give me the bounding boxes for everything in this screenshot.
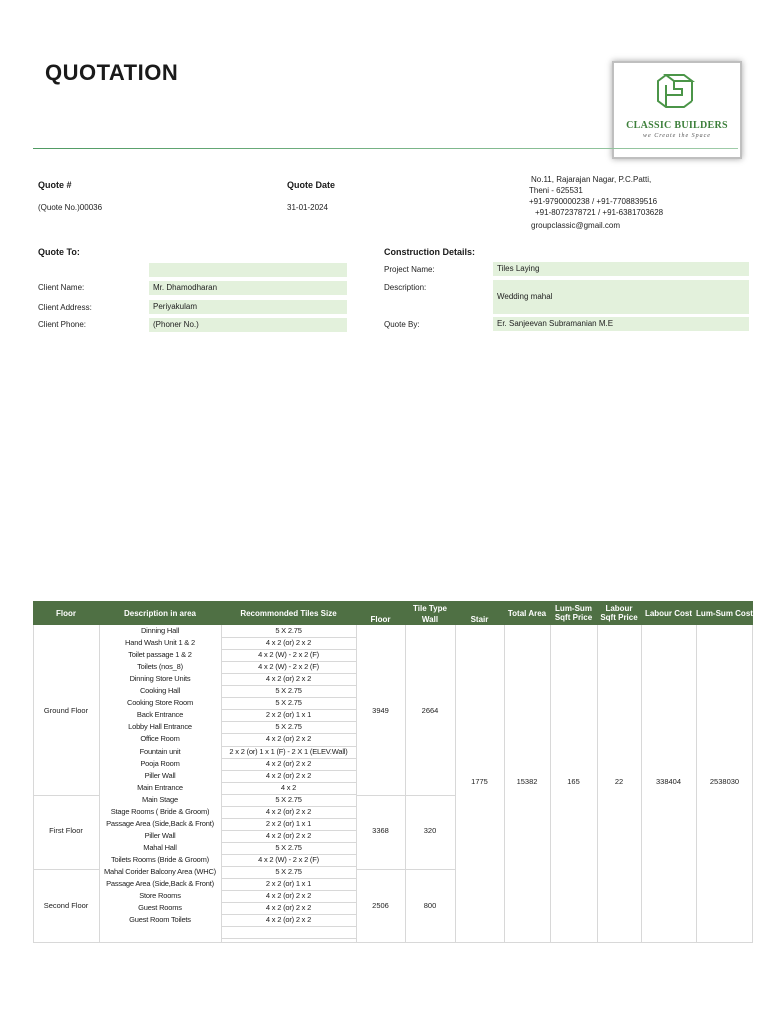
address-line-2: Theni - 625531	[529, 186, 583, 195]
tile-size-row-border	[221, 926, 356, 927]
table-body	[33, 625, 753, 943]
table-row-tile-size: 4 x 2 (W) - 2 x 2 (F)	[258, 662, 319, 672]
project-name-field: Tiles Laying	[493, 262, 749, 276]
table-row-tile-size: 4 x 2 (or) 2 x 2	[265, 638, 312, 648]
table-row-tile-size: 5 X 2.75	[275, 842, 302, 852]
header-description: Description in area	[123, 608, 197, 618]
table-row-area: Guest Rooms	[138, 903, 182, 913]
table-row-tile-size: 5 X 2.75	[275, 867, 302, 876]
table-row-tile-size: 4 x 2 (or) 2 x 2	[265, 830, 312, 840]
table-row-tile-size: 5 X 2.75	[275, 686, 302, 696]
table-row-tile-size: 4 x 2 (W) - 2 x 2 (F)	[258, 854, 319, 864]
company-logo	[612, 61, 742, 159]
tile-size-row-border	[221, 938, 356, 939]
company-email[interactable]: groupclassic@gmail.com	[531, 221, 621, 230]
table-bottom-border	[33, 942, 753, 943]
table-row-area: Main Entrance	[137, 782, 183, 792]
floor-divider	[356, 795, 455, 796]
table-row-area: Mahal Corider Balcony Area (WHC)	[104, 867, 216, 876]
second-floor-tile-floor: 2506	[372, 901, 389, 910]
total-area-value: 15382	[516, 777, 538, 786]
table-row-tile-size: 2 x 2 (or) 1 x 1	[265, 879, 312, 889]
floor-divider	[33, 795, 99, 796]
table-row-area: Passage Area (Side,Back & Front)	[106, 879, 214, 889]
quote-number-value: (Quote No.)00036	[38, 203, 103, 212]
table-row-tile-size: 5 X 2.75	[275, 698, 302, 708]
table-row-area: Cooking Store Room	[126, 698, 194, 708]
table-row-area: Back Entrance	[136, 710, 184, 720]
table-row-area: Toilet passage 1 & 2	[128, 650, 192, 660]
stair-value: 1775	[471, 777, 488, 786]
quote-number-label: Quote #	[38, 180, 72, 190]
client-address-label: Client Address:	[38, 303, 92, 312]
address-line-1: No.11, Rajarajan Nagar, P.C.Patti,	[531, 175, 652, 184]
table-row-area: Cooking Hall	[139, 686, 181, 696]
col-border	[356, 625, 357, 943]
col-border	[33, 625, 34, 943]
classic-builders-logo-icon	[652, 69, 698, 115]
header-divider	[33, 148, 738, 149]
header-floor: Floor	[56, 608, 76, 618]
phone-line-1: +91-9790000238 / +91-7708839516	[529, 197, 658, 206]
labour-cost-value: 338404	[655, 777, 682, 786]
phone-line-2: +91-8072378721 / +91-6381703628	[535, 208, 664, 217]
table-row-tile-size: 2 x 2 (or) 1 x 1	[265, 710, 312, 720]
first-floor-tile-floor: 3368	[372, 826, 389, 835]
table-row-area: Lobby Hall Entrance	[128, 722, 192, 732]
table-row-tile-size: 4 x 2 (or) 2 x 2	[265, 758, 312, 768]
table-row-tile-size: 2 x 2 (or) 1 x 1	[265, 818, 312, 828]
table-row-tile-size: 4 x 2 (or) 2 x 2	[265, 734, 312, 744]
floor-divider	[356, 869, 455, 870]
table-row-area: Piller Wall	[144, 830, 176, 840]
project-name-label: Project Name:	[384, 265, 435, 274]
table-row-area: Store Rooms	[139, 891, 181, 901]
floor-label-first: First Floor	[49, 826, 83, 835]
logo-company-name: CLASSIC BUILDERS	[626, 120, 728, 131]
client-phone-label: Client Phone:	[38, 320, 87, 329]
header-tile-type: Tile Type	[413, 603, 447, 613]
table-row-tile-size: 4 x 2 (or) 2 x 2	[265, 806, 312, 816]
table-row-area: Dinning Store Units	[129, 674, 191, 684]
table-row-area: Office Room	[140, 734, 180, 744]
table-row-area: Stage Rooms ( Bride & Groom)	[110, 806, 210, 816]
table-row-tile-size: 4 x 2 (or) 2 x 2	[265, 770, 312, 780]
header-tile-type-wall: Wall	[421, 614, 439, 624]
header-tile-type-floor: Floor	[370, 614, 391, 624]
ground-floor-tile-wall: 2664	[421, 706, 439, 715]
client-name-field: Mr. Dhamodharan	[149, 281, 347, 295]
second-floor-tile-wall: 800	[423, 901, 437, 910]
table-row-area: Main Stage	[142, 794, 178, 804]
table-row-tile-size: 2 x 2 (or) 1 x 1 (F) - 2 X 1 (ELEV.Wall)	[229, 746, 348, 756]
col-border	[405, 625, 406, 943]
table-row-tile-size: 5 X 2.75	[275, 794, 302, 804]
table-row-area: Fountain unit	[139, 746, 181, 756]
table-row-area: Toilets Rooms (Bride & Groom)	[111, 854, 209, 864]
description-field: Wedding mahal	[493, 280, 749, 314]
first-floor-tile-wall: 320	[423, 826, 437, 835]
table-row-tile-size: 4 x 2 (or) 2 x 2	[265, 915, 312, 925]
header-labour-sqft: Labour Sqft Price	[600, 604, 638, 622]
table-row-tile-size: 4 x 2 (or) 2 x 2	[265, 903, 312, 913]
table-row-area: Hand Wash Unit 1 & 2	[125, 638, 195, 648]
table-row-tile-size: 5 X 2.75	[275, 626, 302, 635]
quote-by-field: Er. Sanjeevan Subramanian M.E	[493, 317, 749, 331]
lumsum-cost-value: 2538030	[709, 777, 740, 786]
client-phone-field: (Phoner No.)	[149, 318, 347, 332]
table-row-area: Dinning Hall	[140, 626, 180, 635]
table-row-tile-size: 4 x 2 (or) 2 x 2	[265, 891, 312, 901]
floor-label-second: Second Floor	[43, 901, 89, 910]
header-lumsum-sqft: Lum-Sum Sqft Price	[554, 604, 593, 622]
table-row-area: Pooja Room	[140, 758, 180, 768]
ground-floor-tile-floor: 3949	[372, 706, 389, 715]
table-row-area: Toilets (nos_8)	[137, 662, 183, 672]
logo-tagline: we Create the Space	[643, 133, 711, 139]
quote-by-label: Quote By:	[384, 320, 420, 329]
header-stair: Stair	[470, 614, 489, 624]
floor-label-ground: Ground Floor	[43, 706, 89, 715]
quotation-table	[33, 601, 753, 943]
table-row-area: Mahal Hall	[143, 842, 177, 852]
header-labour-cost: Labour Cost	[644, 608, 693, 618]
floor-divider	[33, 869, 99, 870]
table-row-area: Guest Room Toilets	[129, 915, 191, 925]
quote-date-value: 31-01-2024	[287, 203, 328, 212]
table-row-area: Passage Area (Side,Back & Front)	[106, 818, 214, 828]
table-row-tile-size: 4 x 2 (W) - 2 x 2 (F)	[258, 650, 319, 660]
quote-to-blank-field	[149, 263, 347, 277]
labour-sqft-value: 22	[614, 777, 624, 786]
quote-date-label: Quote Date	[287, 180, 336, 190]
table-row-tile-size: 4 x 2 (or) 2 x 2	[265, 674, 312, 684]
table-row-area: Piller Wall	[144, 770, 176, 780]
table-row-tile-size: 4 x 2	[280, 782, 297, 792]
header-total-area: Total Area	[507, 608, 547, 618]
table-row-tile-size: 5 X 2.75	[275, 722, 302, 732]
header-tiles-size: Recommonded Tiles Size	[240, 608, 337, 618]
header-lumsum-cost: Lum-Sum Cost	[696, 608, 753, 618]
page-title: QUOTATION	[45, 60, 179, 85]
description-label: Description:	[384, 283, 427, 292]
client-name-label: Client Name:	[38, 283, 85, 292]
quote-to-heading: Quote To:	[38, 247, 80, 257]
table-header	[33, 601, 753, 625]
construction-details-heading: Construction Details:	[384, 247, 476, 257]
client-address-field: Periyakulam	[149, 300, 347, 314]
lumsum-sqft-value: 165	[567, 777, 580, 786]
